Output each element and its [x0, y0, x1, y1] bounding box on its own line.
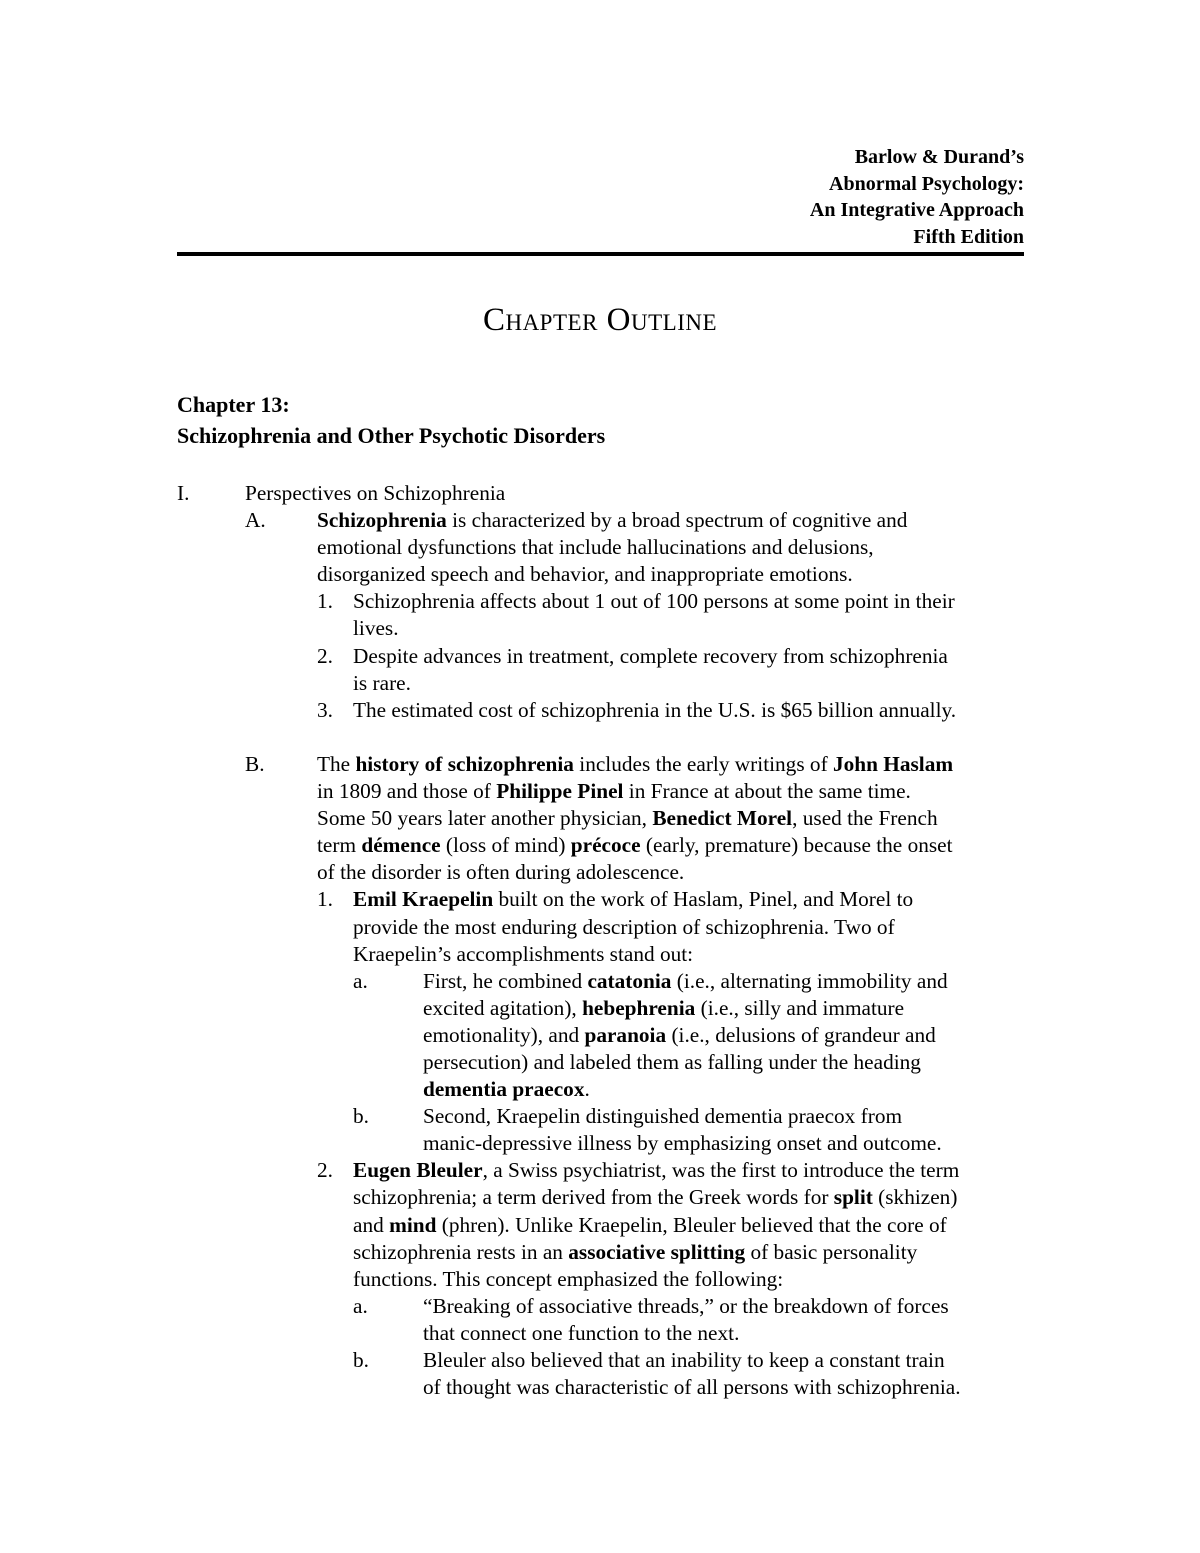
outline-text [423, 968, 948, 995]
outline-text [423, 1049, 921, 1076]
key-term: Eugen Bleuler [353, 1158, 483, 1183]
key-term: Benedict Morel [652, 806, 793, 831]
text-segment: schizophrenia; a term derived from the Greek words for [353, 1185, 834, 1210]
text-segment: Schizophrenia affects about 1 out of 100 persons at some point in their [353, 589, 955, 614]
text-segment: , a Swiss psychiatrist, was the first to introduce the term [482, 1158, 960, 1183]
header-line: Barlow & Durand’s [854, 146, 1024, 168]
outline-text [353, 1266, 783, 1293]
outline-marker: 1. [317, 887, 333, 912]
outline-marker: a. [353, 968, 368, 993]
text-segment: excited agitation), [423, 995, 583, 1020]
chapter-outline [0, 480, 1200, 1401]
outline-line [0, 1076, 1200, 1103]
outline-text [317, 561, 853, 588]
text-segment: of basic personality [745, 1239, 918, 1264]
outline-text [423, 1347, 945, 1374]
outline-line [0, 1022, 1200, 1049]
outline-text [423, 1130, 942, 1157]
text-segment: functions. This concept emphasized the following: [353, 1266, 784, 1291]
outline-text [317, 534, 874, 561]
outline-marker: b. [353, 1104, 369, 1129]
key-term: associative splitting [568, 1239, 746, 1264]
outline-text [317, 805, 938, 832]
page-title: Chapter Outline [482, 302, 718, 338]
text-segment: term [317, 833, 362, 858]
key-term: Schizophrenia [317, 508, 447, 533]
outline-line [0, 615, 1200, 642]
outline-text [423, 1293, 949, 1320]
outline-text [353, 670, 411, 697]
outline-line [0, 1266, 1200, 1293]
text-segment: schizophrenia rests in an [353, 1239, 569, 1264]
outline-line [0, 1049, 1200, 1076]
chapter-heading [177, 389, 605, 451]
text-segment: in 1809 and those of [317, 779, 497, 804]
key-term: précoce [570, 833, 641, 858]
text-segment: (i.e., silly and immature [695, 995, 905, 1020]
outline-text [353, 588, 955, 615]
book-header [810, 144, 1024, 250]
outline-line [0, 1239, 1200, 1266]
text-segment: Bleuler also believed that an inability to keep a constant train [423, 1348, 945, 1372]
outline-text [353, 941, 693, 968]
text-segment: Despite advances in treatment, complete recovery from schizophrenia [353, 643, 948, 668]
text-segment: Second, Kraepelin distinguished dementia praecox from [423, 1104, 903, 1129]
outline-line [0, 832, 1200, 859]
outline-text [423, 1103, 902, 1130]
outline-text [317, 778, 911, 805]
outline-line [0, 1157, 1200, 1184]
text-segment: Some 50 years later another physician, [317, 806, 653, 831]
text-segment: The [317, 751, 356, 776]
outline-line [0, 480, 1200, 507]
outline-text [353, 697, 956, 724]
key-term: dementia praecox [423, 1077, 585, 1102]
text-segment: built on the work of Haslam, Pinel, and Morel to [493, 887, 914, 912]
text-segment: is rare. [353, 670, 411, 695]
outline-text [317, 751, 953, 778]
outline-line [0, 1347, 1200, 1374]
key-term: catatonia [587, 968, 672, 993]
outline-text [353, 1157, 959, 1184]
chapter-number: Chapter 13: [177, 392, 290, 417]
text-segment: manic-depressive illness by emphasizing onset and outcome. [423, 1131, 942, 1156]
text-segment: in France at about the same time. [623, 779, 911, 804]
outline-line [0, 1212, 1200, 1239]
outline-line [0, 1293, 1200, 1320]
outline-line [0, 643, 1200, 670]
text-segment: of thought was characteristic of all persons with schizophrenia. [423, 1375, 961, 1400]
text-segment: is characterized by a broad spectrum of cognitive and [446, 508, 908, 533]
text-segment: provide the most enduring description of schizophrenia. Two of [353, 914, 895, 939]
outline-text [423, 1022, 936, 1049]
text-segment: First, he combined [423, 968, 588, 993]
text-segment: persecution) and labeled them as falling under the heading [423, 1049, 921, 1074]
outline-text [317, 507, 907, 534]
outline-line [0, 534, 1200, 561]
text-segment: (early, premature) because the onset [640, 833, 953, 858]
key-term: démence [361, 833, 441, 858]
key-term: history of schizophrenia [355, 751, 574, 776]
outline-text [353, 1184, 957, 1211]
text-segment: lives. [353, 616, 399, 641]
outline-text [245, 480, 505, 507]
key-term: John Haslam [833, 751, 954, 776]
text-segment: “Breaking of associative threads,” or the breakdown of forces [423, 1293, 949, 1318]
outline-marker: a. [353, 1293, 368, 1318]
key-term: Emil Kraepelin [353, 887, 494, 912]
key-term: split [833, 1185, 873, 1210]
text-segment: The estimated cost of schizophrenia in the U.S. is $65 billion annually. [353, 697, 957, 722]
outline-text [353, 886, 913, 913]
text-segment: Perspectives on Schizophrenia [245, 481, 506, 505]
outline-marker: 2. [317, 1158, 333, 1183]
outline-marker: 1. [317, 589, 333, 614]
outline-text [353, 615, 399, 642]
header-divider [177, 252, 1024, 256]
outline-line [0, 751, 1200, 778]
key-term: Philippe Pinel [496, 779, 624, 804]
outline-marker: I. [177, 481, 190, 505]
key-term: mind [389, 1212, 437, 1237]
outline-text [423, 1076, 590, 1103]
outline-line [0, 914, 1200, 941]
text-segment: includes the early writings of [573, 751, 833, 776]
text-segment: that connect one function to the next. [423, 1320, 740, 1345]
outline-line [0, 1374, 1200, 1401]
header-line: Abnormal Psychology: [829, 172, 1024, 195]
outline-line [0, 778, 1200, 805]
chapter-name: Schizophrenia and Other Psychotic Disorders [177, 423, 606, 448]
outline-line [0, 670, 1200, 697]
outline-line [0, 507, 1200, 534]
text-segment: emotionality), and [423, 1022, 585, 1047]
key-term: paranoia [584, 1022, 667, 1047]
outline-line [0, 588, 1200, 615]
outline-line [0, 1184, 1200, 1211]
text-segment: , used the French [792, 806, 938, 831]
outline-marker: 2. [317, 643, 333, 668]
outline-line [0, 724, 1200, 751]
outline-text [353, 643, 948, 670]
text-segment: (loss of mind) [440, 833, 571, 858]
header-line: Fifth Edition [913, 225, 1024, 248]
outline-marker: 3. [317, 697, 333, 722]
outline-marker: A. [245, 508, 266, 533]
outline-line [0, 859, 1200, 886]
text-segment: Kraepelin’s accomplishments stand out: [353, 941, 694, 966]
text-segment: and [353, 1212, 390, 1237]
outline-line [0, 1130, 1200, 1157]
outline-text [423, 1374, 961, 1401]
outline-line [0, 886, 1200, 913]
header-line: An Integrative Approach [809, 199, 1024, 221]
outline-line [0, 1320, 1200, 1347]
text-segment: . [584, 1077, 590, 1102]
text-segment: emotional dysfunctions that include hallucinations and delusions, [317, 535, 874, 560]
outline-marker: b. [353, 1348, 369, 1372]
outline-text [317, 832, 953, 859]
outline-line [0, 561, 1200, 588]
outline-line [0, 941, 1200, 968]
outline-line [0, 1103, 1200, 1130]
outline-marker: B. [245, 751, 265, 776]
text-segment: disorganized speech and behavior, and inappropriate emotions. [317, 562, 853, 587]
outline-text [353, 914, 895, 941]
outline-text [353, 1212, 947, 1239]
outline-text [423, 1320, 739, 1347]
outline-text [317, 859, 684, 886]
text-segment: (phren). Unlike Kraepelin, Bleuler believed that the core of [436, 1212, 947, 1237]
text-segment: of the disorder is often during adolescence. [317, 860, 685, 885]
outline-line [0, 805, 1200, 832]
outline-line [0, 968, 1200, 995]
text-segment: (i.e., delusions of grandeur and [666, 1022, 936, 1047]
key-term: hebephrenia [582, 995, 696, 1020]
outline-line [0, 995, 1200, 1022]
outline-text [353, 1239, 917, 1266]
outline-text [423, 995, 904, 1022]
outline-line [0, 697, 1200, 724]
text-segment: (skhizen) [872, 1185, 958, 1210]
text-segment: (i.e., alternating immobility and [671, 968, 948, 993]
